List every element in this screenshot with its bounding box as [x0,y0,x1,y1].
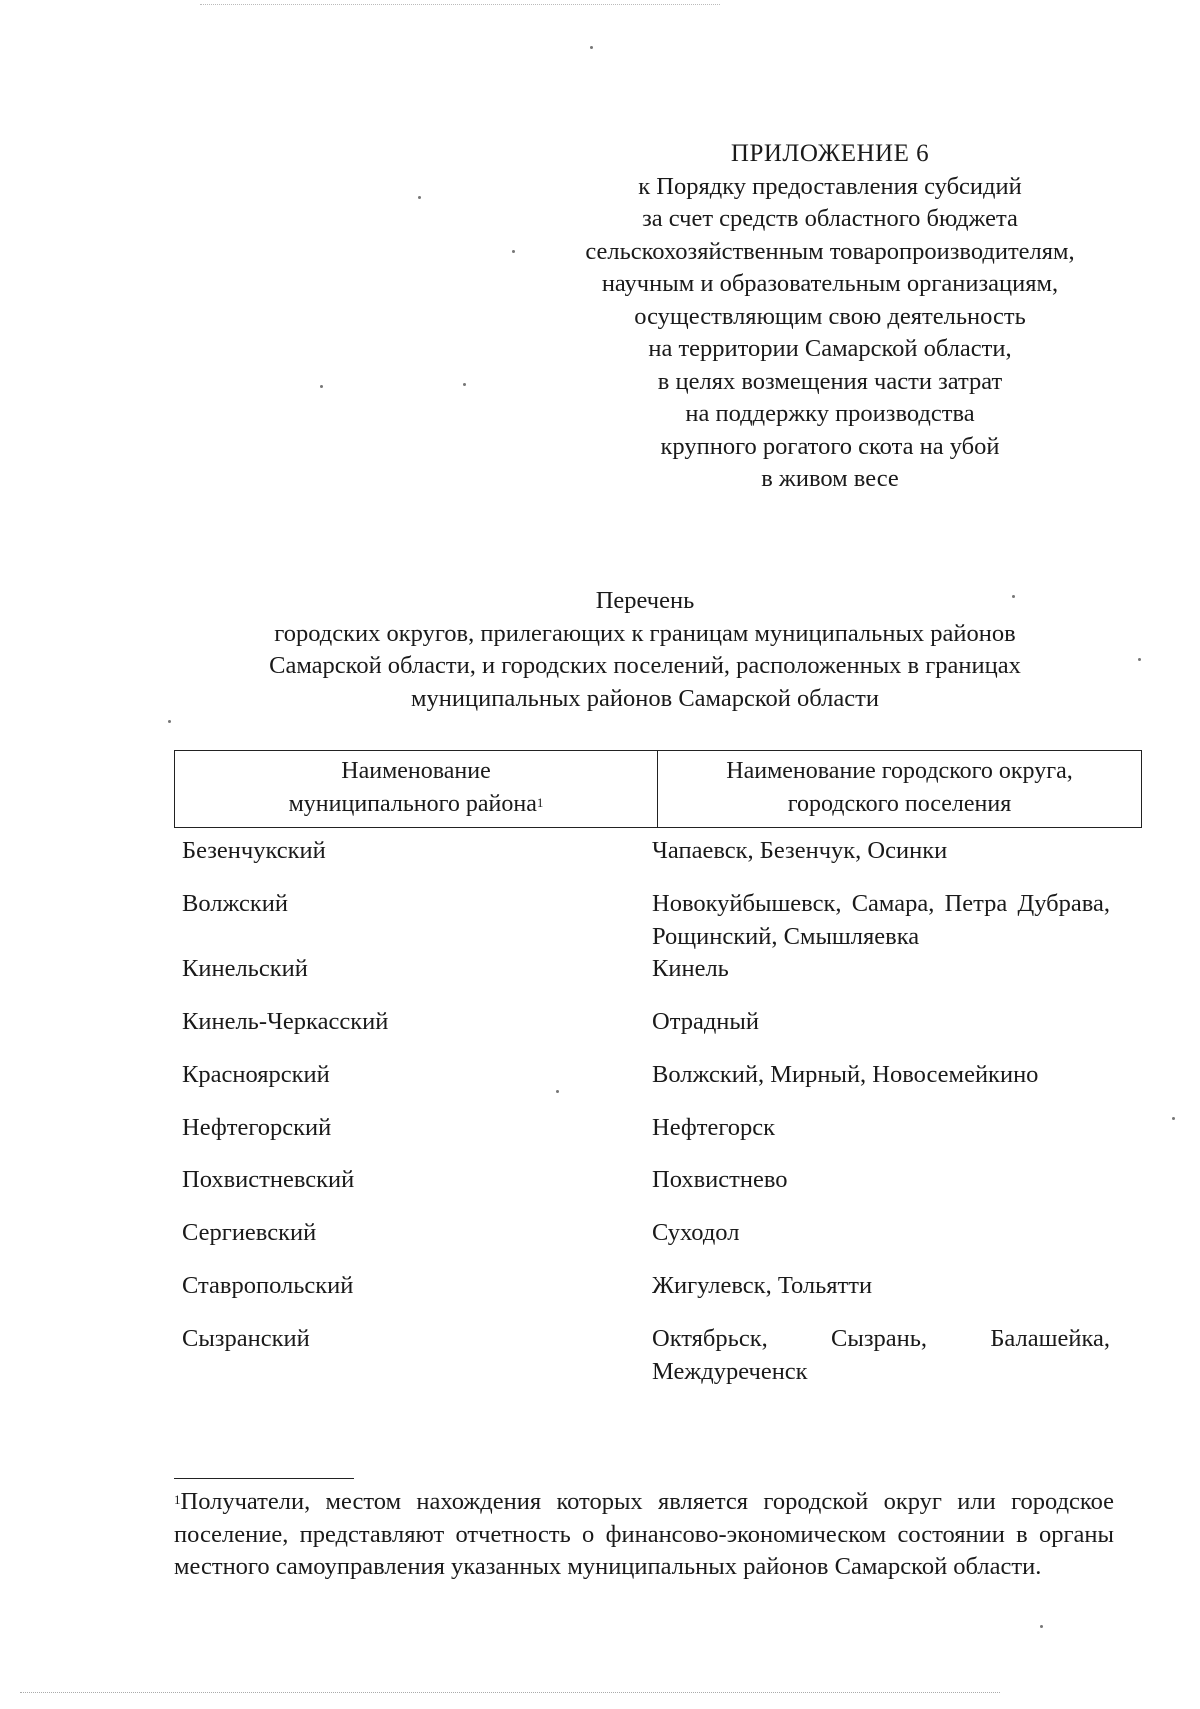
district-cell: Сергиевский [182,1219,317,1246]
district-cell: Красноярский [182,1061,330,1088]
settlement-cell: Кинель [652,955,729,982]
settlement-cell: Жигулевск, Тольятти [652,1272,873,1299]
settlement-cell: Нефтегорск [652,1114,776,1141]
scan-speck [463,383,466,386]
column-header-district-line2 [181,788,651,821]
column-header-settlement [658,751,1142,828]
footnote-divider [174,1478,354,1479]
appendix-line: научным и образовательным организациям, [601,270,1059,297]
district-cell: Сызранский [182,1325,310,1352]
district-cell: Кинель-Черкасский [182,1008,389,1035]
title-line: Самарской области, и городских поселений, расположенных в границах [269,652,1021,679]
footnote-marker: 1 [174,1492,181,1507]
column-header-district-line1: Наименование [341,758,491,784]
district-cell: Похвистневский [182,1166,355,1193]
settlement-cell: Новокуйбышевск, Самара, Петра Дубрава, Рощинский, Смышляевка [652,890,1110,950]
settlement-cell: Похвистнево [652,1166,788,1193]
settlement-cell: Чапаевск, Безенчук, Осинки [652,837,948,864]
footnote-reference: 1 [536,795,544,810]
scan-edge-noise-bottom [20,1692,1000,1693]
appendix-line: к Порядку предоставления субсидий [638,172,1022,200]
appendix-line: на территории Самарской области, [648,335,1012,362]
district-cell: Нефтегорский [182,1114,332,1141]
district-cell: Ставропольский [182,1272,354,1299]
scan-speck [1138,658,1141,661]
district-cell: Безенчукский [182,837,326,864]
scan-speck [1040,1625,1043,1628]
scan-speck [1012,595,1015,598]
district-cell: Кинельский [182,955,308,982]
scan-edge-noise-top [200,4,720,5]
scan-speck [168,720,171,723]
appendix-line: осуществляющим свою деятельность [634,302,1026,330]
scan-speck [590,46,593,49]
table-header-wrap [174,750,1115,828]
document-title [170,585,1120,715]
appendix-heading: ПРИЛОЖЕНИЕ 6 [730,140,930,167]
table-header [174,750,1142,828]
column-header-district [175,751,658,828]
appendix-line: на поддержку производства [685,400,975,427]
scan-speck [512,250,515,253]
column-header-district-text: муниципального района [288,791,537,817]
scan-speck [320,385,323,388]
scan-speck [1172,1117,1175,1120]
settlement-cell: Отрадный [652,1008,759,1035]
title-line: городских округов, прилегающих к границам муниципальных районов [274,619,1016,647]
settlement-cell: Волжский, Мирный, Новосемейкино [652,1061,1039,1088]
column-header-settlement-line2: городского поселения [787,791,1012,817]
appendix-line: сельскохозяйственным товаропроизводителям, [585,237,1075,265]
appendix-line: крупного рогатого скота на убой [660,432,1000,460]
appendix-line: за счет средств областного бюджета [642,205,1018,232]
title-heading: Перечень [595,587,695,614]
settlement-cell: Октябрьск, Сызрань, Балашейка, Междуреченск [652,1325,1110,1385]
appendix-line: в целях возмещения части затрат [657,367,1003,395]
district-cell: Волжский [182,890,288,917]
appendix-header [545,138,1115,496]
scan-speck [556,1090,559,1093]
appendix-line: в живом весе [761,465,899,492]
settlement-cell: Суходол [652,1219,740,1246]
title-line: муниципальных районов Самарской области [411,684,879,712]
column-header-settlement-line1: Наименование городского округа, [726,758,1073,784]
footnote [174,1486,1114,1584]
footnote-text: Получатели, местом нахождения которых является городской округ или городское поселение, представляют отчетность о финансово-экономическом состоянии в органы местного самоуправления указанных муниципальных районов Самарской области. [174,1488,1114,1580]
scan-speck [418,196,421,199]
